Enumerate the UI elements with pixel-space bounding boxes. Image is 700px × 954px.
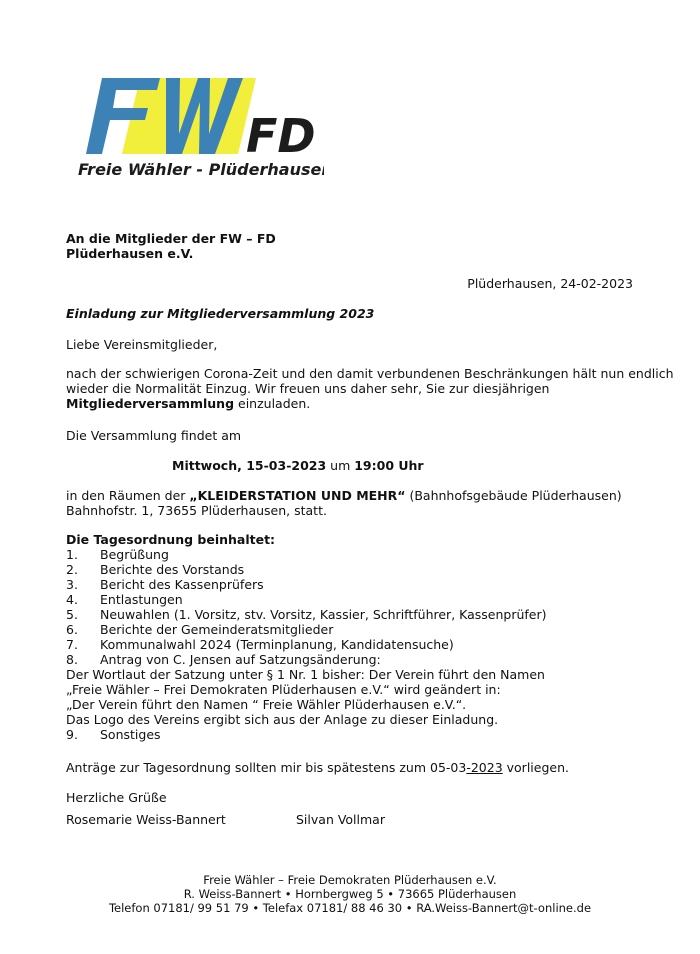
agenda-item-number: 6. xyxy=(66,622,78,637)
deadline-note xyxy=(66,760,569,775)
agenda-subline: Der Wortlaut der Satzung unter § 1 Nr. 1 bisher: Der Verein führt den Namen xyxy=(66,667,545,682)
footer-line-1: Freie Wähler – Freie Demokraten Plüderhausen e.V. xyxy=(203,873,497,887)
agenda-item xyxy=(66,577,547,592)
agenda-section xyxy=(66,532,547,742)
agenda-item-text: Neuwahlen (1. Vorsitz, stv. Vorsitz, Kassier, Schriftführer, Kassenprüfer) xyxy=(100,607,547,622)
agenda-item-text: Antrag von C. Jensen auf Satzungsänderung: xyxy=(100,652,381,667)
meeting-intro: Die Versammlung findet am xyxy=(66,428,242,443)
deadline-prefix: Anträge zur Tagesordnung sollten mir bis spätestens zum 05-03 xyxy=(66,760,467,775)
agenda-heading: Die Tagesordnung beinhaltet: xyxy=(66,532,276,547)
agenda-item-text: Sonstiges xyxy=(100,727,161,742)
deadline-underlined: -2023 xyxy=(466,760,503,775)
agenda-item-text: Bericht des Kassenprüfers xyxy=(100,577,264,592)
logo-fd-text: FD xyxy=(246,109,316,163)
agenda-item-text: Berichte der Gemeinderatsmitglieder xyxy=(100,622,334,637)
salutation: Liebe Vereinsmitglieder, xyxy=(66,337,218,352)
footer-line-3: Telefon 07181/ 99 51 79 • Telefax 07181/ 88 46 30 • RA.Weiss-Bannert@t-online.de xyxy=(108,901,592,915)
agenda-item xyxy=(66,592,547,607)
agenda-item xyxy=(66,652,547,667)
agenda-item-number: 7. xyxy=(66,637,78,652)
recipient-block xyxy=(66,231,276,261)
intro-bold-term: Mitgliederversammlung xyxy=(66,396,235,411)
agenda-item-number: 3. xyxy=(66,577,78,592)
venue-line-1 xyxy=(66,488,622,503)
intro-line-3-rest: einzuladen. xyxy=(234,396,311,411)
intro-line-2: wieder die Normalität Einzug. Wir freuen uns daher sehr, Sie zur diesjährigen xyxy=(66,381,550,396)
agenda-item xyxy=(66,547,547,562)
logo-graphic xyxy=(78,78,324,182)
agenda-item-number: 1. xyxy=(66,547,78,562)
logo-tagline: Freie Wähler - Plüderhausen xyxy=(78,160,324,179)
agenda-item-number: 8. xyxy=(66,652,78,667)
intro-paragraph xyxy=(66,366,674,411)
agenda-item-text: Entlastungen xyxy=(100,592,183,607)
agenda-item-number: 5. xyxy=(66,607,78,622)
meeting-time: 19:00 Uhr xyxy=(354,458,424,473)
agenda-subline: „Der Verein führt den Namen “ Freie Wähler Plüderhausen e.V.“. xyxy=(66,697,467,712)
place-date: Plüderhausen, 24-02-2023 xyxy=(467,276,633,291)
agenda-item-number: 4. xyxy=(66,592,78,607)
agenda-item-number: 2. xyxy=(66,562,78,577)
footer-line-2: R. Weiss-Bannert • Hornbergweg 5 • 73665 Plüderhausen xyxy=(183,887,517,901)
intro-line-1: nach der schwierigen Corona-Zeit und den damit verbundenen Beschränkungen hält nun endlich xyxy=(66,366,674,381)
fw-fd-logo xyxy=(78,78,324,182)
deadline-suffix: vorliegen. xyxy=(502,760,569,775)
signature-2: Silvan Vollmar xyxy=(296,812,385,827)
venue-block xyxy=(66,488,622,518)
agenda-list xyxy=(66,547,547,742)
agenda-item-text: Begrüßung xyxy=(100,547,169,562)
agenda-item xyxy=(66,637,547,652)
agenda-subline: „Freie Wähler – Frei Demokraten Plüderhausen e.V.“ wird geändert in: xyxy=(66,682,501,697)
agenda-item xyxy=(66,562,547,577)
meeting-date: Mittwoch, 15-03-2023 xyxy=(172,458,327,473)
meeting-um: um xyxy=(326,458,355,473)
agenda-subline: Das Logo des Vereins ergibt sich aus der Anlage zu dieser Einladung. xyxy=(66,712,499,727)
agenda-item-text: Berichte des Vorstands xyxy=(100,562,245,577)
meeting-datetime xyxy=(172,458,424,473)
recipient-line-2: Plüderhausen e.V. xyxy=(66,246,194,261)
agenda-item-text: Kommunalwahl 2024 (Terminplanung, Kandidatensuche) xyxy=(100,637,454,652)
venue-line-2: Bahnhofstr. 1, 73655 Plüderhausen, statt. xyxy=(66,503,327,518)
venue-prefix: in den Räumen der xyxy=(66,488,190,503)
agenda-item xyxy=(66,607,547,622)
venue-suffix: (Bahnhofsgebäude Plüderhausen) xyxy=(405,488,622,503)
agenda-item-number: 9. xyxy=(66,727,78,742)
venue-name: „KLEIDERSTATION UND MEHR“ xyxy=(189,488,406,503)
agenda-item xyxy=(66,727,547,742)
recipient-line-1: An die Mitglieder der FW – FD xyxy=(66,231,276,246)
agenda-item xyxy=(66,622,547,637)
intro-line-3 xyxy=(66,396,674,411)
closing: Herzliche Grüße xyxy=(66,790,167,805)
subject-line: Einladung zur Mitgliederversammlung 2023 xyxy=(66,306,375,321)
signature-1: Rosemarie Weiss-Bannert xyxy=(66,812,226,827)
